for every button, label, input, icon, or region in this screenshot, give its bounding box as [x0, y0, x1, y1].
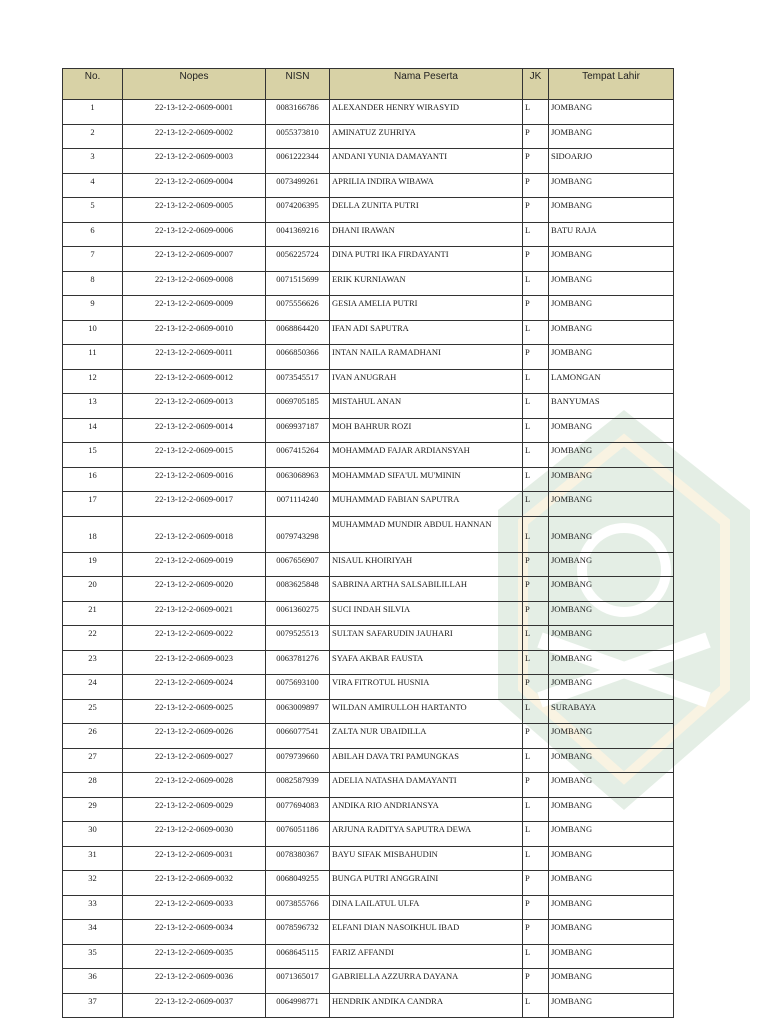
row-nopes-cell: 22-13-12-2-0609-0005	[123, 198, 266, 223]
row-place-cell: LAMONGAN	[549, 369, 674, 394]
row-name-cell: WILDAN AMIRULLOH HARTANTO	[330, 699, 523, 724]
row-nisn-cell: 0063781276	[266, 650, 330, 675]
row-name-cell: ERIK KURNIAWAN	[330, 271, 523, 296]
table-row	[63, 724, 674, 749]
row-nisn-cell: 0078380367	[266, 846, 330, 871]
row-nopes-cell: 22-13-12-2-0609-0007	[123, 247, 266, 272]
row-place-cell: JOMBANG	[549, 993, 674, 1018]
row-name-cell: BUNGA PUTRI ANGGRAINI	[330, 871, 523, 896]
row-place-cell: JOMBANG	[549, 247, 674, 272]
row-no-cell: 24	[63, 675, 123, 700]
row-name-cell: IFAN ADI SAPUTRA	[330, 320, 523, 345]
header-jk: JK	[523, 69, 549, 100]
header-nopes: Nopes	[123, 69, 266, 100]
row-no-cell: 32	[63, 871, 123, 896]
table-row	[63, 577, 674, 602]
row-nisn-cell: 0056225724	[266, 247, 330, 272]
row-jk-cell: L	[523, 797, 549, 822]
row-place-cell: JOMBANG	[549, 895, 674, 920]
row-jk-cell: P	[523, 247, 549, 272]
table-header-row	[63, 69, 674, 100]
row-nisn-cell: 0061360275	[266, 601, 330, 626]
row-place-cell: JOMBANG	[549, 822, 674, 847]
row-nopes-cell: 22-13-12-2-0609-0031	[123, 846, 266, 871]
row-jk-cell: L	[523, 650, 549, 675]
row-name-cell: MOHAMMAD FAJAR ARDIANSYAH	[330, 443, 523, 468]
row-jk-cell: L	[523, 443, 549, 468]
row-no-cell: 2	[63, 124, 123, 149]
row-nisn-cell: 0073499261	[266, 173, 330, 198]
row-nopes-cell: 22-13-12-2-0609-0018	[123, 516, 266, 552]
row-no-cell: 29	[63, 797, 123, 822]
row-nisn-cell: 0071114240	[266, 492, 330, 517]
row-nisn-cell: 0068864420	[266, 320, 330, 345]
table-row	[63, 247, 674, 272]
table-row	[63, 222, 674, 247]
row-nisn-cell: 0069705185	[266, 394, 330, 419]
table-row	[63, 699, 674, 724]
row-place-cell: SIDOARJO	[549, 149, 674, 174]
row-nopes-cell: 22-13-12-2-0609-0012	[123, 369, 266, 394]
participant-table	[62, 68, 674, 1018]
row-nisn-cell: 0041369216	[266, 222, 330, 247]
row-jk-cell: L	[523, 222, 549, 247]
row-nopes-cell: 22-13-12-2-0609-0006	[123, 222, 266, 247]
row-name-cell: MUHAMMAD FABIAN SAPUTRA	[330, 492, 523, 517]
row-place-cell: JOMBANG	[549, 492, 674, 517]
row-jk-cell: P	[523, 601, 549, 626]
row-name-cell: ANDIKA RIO ANDRIANSYA	[330, 797, 523, 822]
row-nopes-cell: 22-13-12-2-0609-0020	[123, 577, 266, 602]
row-name-cell: DHANI IRAWAN	[330, 222, 523, 247]
row-name-cell: ABILAH DAVA TRI PAMUNGKAS	[330, 748, 523, 773]
row-jk-cell: L	[523, 100, 549, 125]
row-place-cell: JOMBANG	[549, 124, 674, 149]
row-place-cell: JOMBANG	[549, 969, 674, 994]
row-jk-cell: L	[523, 626, 549, 651]
row-no-cell: 5	[63, 198, 123, 223]
row-nisn-cell: 0067656907	[266, 552, 330, 577]
row-place-cell: JOMBANG	[549, 100, 674, 125]
row-no-cell: 4	[63, 173, 123, 198]
row-jk-cell: L	[523, 699, 549, 724]
row-nisn-cell: 0071515699	[266, 271, 330, 296]
row-no-cell: 30	[63, 822, 123, 847]
table-row	[63, 797, 674, 822]
table-row	[63, 443, 674, 468]
row-jk-cell: P	[523, 345, 549, 370]
row-nisn-cell: 0063068963	[266, 467, 330, 492]
table-row	[63, 552, 674, 577]
table-row	[63, 516, 674, 552]
row-no-cell: 18	[63, 516, 123, 552]
table-row	[63, 944, 674, 969]
row-no-cell: 35	[63, 944, 123, 969]
row-nisn-cell: 0082587939	[266, 773, 330, 798]
row-jk-cell: P	[523, 724, 549, 749]
row-jk-cell: P	[523, 552, 549, 577]
header-tempat-lahir: Tempat Lahir	[549, 69, 674, 100]
row-jk-cell: L	[523, 369, 549, 394]
row-place-cell: JOMBANG	[549, 418, 674, 443]
header-nama-peserta: Nama Peserta	[330, 69, 523, 100]
row-nisn-cell: 0079739660	[266, 748, 330, 773]
row-place-cell: JOMBANG	[549, 516, 674, 552]
row-place-cell: SURABAYA	[549, 699, 674, 724]
row-no-cell: 37	[63, 993, 123, 1018]
row-name-cell: SYAFA AKBAR FAUSTA	[330, 650, 523, 675]
row-no-cell: 22	[63, 626, 123, 651]
table-row	[63, 675, 674, 700]
row-name-cell: ELFANI DIAN NASOIKHUL IBAD	[330, 920, 523, 945]
row-place-cell: JOMBANG	[549, 443, 674, 468]
row-name-cell: MISTAHUL ANAN	[330, 394, 523, 419]
row-nopes-cell: 22-13-12-2-0609-0003	[123, 149, 266, 174]
row-jk-cell: P	[523, 577, 549, 602]
row-nopes-cell: 22-13-12-2-0609-0001	[123, 100, 266, 125]
table-row	[63, 394, 674, 419]
row-place-cell: JOMBANG	[549, 320, 674, 345]
row-nisn-cell: 0083625848	[266, 577, 330, 602]
row-jk-cell: L	[523, 271, 549, 296]
row-nopes-cell: 22-13-12-2-0609-0015	[123, 443, 266, 468]
row-nopes-cell: 22-13-12-2-0609-0022	[123, 626, 266, 651]
row-nopes-cell: 22-13-12-2-0609-0037	[123, 993, 266, 1018]
row-no-cell: 17	[63, 492, 123, 517]
table-row	[63, 871, 674, 896]
table-row	[63, 345, 674, 370]
row-nisn-cell: 0077694083	[266, 797, 330, 822]
row-name-cell: ANDANI YUNIA DAMAYANTI	[330, 149, 523, 174]
row-name-cell: NISAUL KHOIRIYAH	[330, 552, 523, 577]
row-nopes-cell: 22-13-12-2-0609-0036	[123, 969, 266, 994]
row-place-cell: JOMBANG	[549, 198, 674, 223]
row-no-cell: 16	[63, 467, 123, 492]
row-no-cell: 12	[63, 369, 123, 394]
row-no-cell: 21	[63, 601, 123, 626]
table-row	[63, 198, 674, 223]
row-nisn-cell: 0068645115	[266, 944, 330, 969]
row-nopes-cell: 22-13-12-2-0609-0009	[123, 296, 266, 321]
row-name-cell: HENDRIK ANDIKA CANDRA	[330, 993, 523, 1018]
row-nopes-cell: 22-13-12-2-0609-0033	[123, 895, 266, 920]
table-row	[63, 492, 674, 517]
row-nopes-cell: 22-13-12-2-0609-0032	[123, 871, 266, 896]
table-row	[63, 369, 674, 394]
table-row	[63, 969, 674, 994]
header-no: No.	[63, 69, 123, 100]
row-name-cell: MUHAMMAD MUNDIR ABDUL HANNAN	[330, 516, 523, 552]
row-no-cell: 11	[63, 345, 123, 370]
table-row	[63, 748, 674, 773]
row-no-cell: 31	[63, 846, 123, 871]
row-nopes-cell: 22-13-12-2-0609-0030	[123, 822, 266, 847]
row-nopes-cell: 22-13-12-2-0609-0013	[123, 394, 266, 419]
row-place-cell: BATU RAJA	[549, 222, 674, 247]
row-no-cell: 34	[63, 920, 123, 945]
row-nopes-cell: 22-13-12-2-0609-0008	[123, 271, 266, 296]
row-name-cell: GESIA AMELIA PUTRI	[330, 296, 523, 321]
row-nisn-cell: 0073855766	[266, 895, 330, 920]
table-row	[63, 601, 674, 626]
table-row	[63, 650, 674, 675]
row-place-cell: BANYUMAS	[549, 394, 674, 419]
row-name-cell: APRILIA INDIRA WIBAWA	[330, 173, 523, 198]
row-place-cell: JOMBANG	[549, 271, 674, 296]
row-place-cell: JOMBANG	[549, 173, 674, 198]
row-name-cell: MOH BAHRUR ROZI	[330, 418, 523, 443]
row-nisn-cell: 0061222344	[266, 149, 330, 174]
row-place-cell: JOMBANG	[549, 467, 674, 492]
table-row	[63, 626, 674, 651]
row-no-cell: 19	[63, 552, 123, 577]
row-no-cell: 15	[63, 443, 123, 468]
row-jk-cell: L	[523, 846, 549, 871]
row-no-cell: 23	[63, 650, 123, 675]
row-nisn-cell: 0067415264	[266, 443, 330, 468]
row-name-cell: DELLA ZUNITA PUTRI	[330, 198, 523, 223]
row-no-cell: 36	[63, 969, 123, 994]
table-row	[63, 418, 674, 443]
row-nisn-cell: 0055373810	[266, 124, 330, 149]
row-place-cell: JOMBANG	[549, 773, 674, 798]
header-nisn: NISN	[266, 69, 330, 100]
row-no-cell: 25	[63, 699, 123, 724]
row-nopes-cell: 22-13-12-2-0609-0002	[123, 124, 266, 149]
row-nopes-cell: 22-13-12-2-0609-0017	[123, 492, 266, 517]
row-name-cell: VIRA FITROTUL HUSNIA	[330, 675, 523, 700]
row-name-cell: SABRINA ARTHA SALSABILILLAH	[330, 577, 523, 602]
row-name-cell: ALEXANDER HENRY WIRASYID	[330, 100, 523, 125]
row-place-cell: JOMBANG	[549, 846, 674, 871]
row-nisn-cell: 0074206395	[266, 198, 330, 223]
row-place-cell: JOMBANG	[549, 748, 674, 773]
row-jk-cell: L	[523, 418, 549, 443]
row-jk-cell: L	[523, 492, 549, 517]
row-no-cell: 14	[63, 418, 123, 443]
row-name-cell: ZALTA NUR UBAIDILLA	[330, 724, 523, 749]
row-nopes-cell: 22-13-12-2-0609-0023	[123, 650, 266, 675]
row-jk-cell: P	[523, 124, 549, 149]
row-nisn-cell: 0063009897	[266, 699, 330, 724]
row-name-cell: SUCI INDAH SILVIA	[330, 601, 523, 626]
row-jk-cell: P	[523, 149, 549, 174]
row-name-cell: DINA LAILATUL ULFA	[330, 895, 523, 920]
row-nisn-cell: 0073545517	[266, 369, 330, 394]
table-row	[63, 822, 674, 847]
row-place-cell: JOMBANG	[549, 296, 674, 321]
row-place-cell: JOMBANG	[549, 650, 674, 675]
row-name-cell: BAYU SIFAK MISBAHUDIN	[330, 846, 523, 871]
table-row	[63, 920, 674, 945]
row-nopes-cell: 22-13-12-2-0609-0019	[123, 552, 266, 577]
row-nopes-cell: 22-13-12-2-0609-0021	[123, 601, 266, 626]
row-jk-cell: L	[523, 516, 549, 552]
row-name-cell: FARIZ AFFANDI	[330, 944, 523, 969]
row-jk-cell: P	[523, 173, 549, 198]
row-nisn-cell: 0064998771	[266, 993, 330, 1018]
row-name-cell: INTAN NAILA RAMADHANI	[330, 345, 523, 370]
row-nopes-cell: 22-13-12-2-0609-0034	[123, 920, 266, 945]
table-row	[63, 271, 674, 296]
row-name-cell: MOHAMMAD SIFA'UL MU'MININ	[330, 467, 523, 492]
table-row	[63, 773, 674, 798]
row-nisn-cell: 0083166786	[266, 100, 330, 125]
row-nopes-cell: 22-13-12-2-0609-0026	[123, 724, 266, 749]
row-nisn-cell: 0069937187	[266, 418, 330, 443]
row-name-cell: IVAN ANUGRAH	[330, 369, 523, 394]
row-no-cell: 10	[63, 320, 123, 345]
row-nopes-cell: 22-13-12-2-0609-0024	[123, 675, 266, 700]
row-nopes-cell: 22-13-12-2-0609-0025	[123, 699, 266, 724]
row-jk-cell: L	[523, 394, 549, 419]
row-jk-cell: P	[523, 675, 549, 700]
row-no-cell: 26	[63, 724, 123, 749]
row-no-cell: 33	[63, 895, 123, 920]
table-row	[63, 124, 674, 149]
row-nisn-cell: 0068049255	[266, 871, 330, 896]
row-place-cell: JOMBANG	[549, 724, 674, 749]
row-nopes-cell: 22-13-12-2-0609-0010	[123, 320, 266, 345]
row-jk-cell: P	[523, 895, 549, 920]
row-nopes-cell: 22-13-12-2-0609-0004	[123, 173, 266, 198]
table-row	[63, 467, 674, 492]
row-jk-cell: L	[523, 467, 549, 492]
row-nisn-cell: 0075556626	[266, 296, 330, 321]
row-name-cell: ADELIA NATASHA DAMAYANTI	[330, 773, 523, 798]
row-jk-cell: P	[523, 198, 549, 223]
row-nopes-cell: 22-13-12-2-0609-0011	[123, 345, 266, 370]
row-jk-cell: P	[523, 296, 549, 321]
row-name-cell: ARJUNA RADITYA SAPUTRA DEWA	[330, 822, 523, 847]
table-row	[63, 296, 674, 321]
row-no-cell: 27	[63, 748, 123, 773]
table-row	[63, 149, 674, 174]
row-jk-cell: L	[523, 320, 549, 345]
row-no-cell: 6	[63, 222, 123, 247]
row-jk-cell: P	[523, 871, 549, 896]
row-nopes-cell: 22-13-12-2-0609-0027	[123, 748, 266, 773]
row-no-cell: 13	[63, 394, 123, 419]
row-nisn-cell: 0079743298	[266, 516, 330, 552]
table-row	[63, 320, 674, 345]
row-no-cell: 28	[63, 773, 123, 798]
row-nopes-cell: 22-13-12-2-0609-0016	[123, 467, 266, 492]
row-place-cell: JOMBANG	[549, 552, 674, 577]
row-jk-cell: P	[523, 773, 549, 798]
table-row	[63, 846, 674, 871]
row-place-cell: JOMBANG	[549, 577, 674, 602]
row-nisn-cell: 0079525513	[266, 626, 330, 651]
table-row	[63, 993, 674, 1018]
row-place-cell: JOMBANG	[549, 797, 674, 822]
row-name-cell: SULTAN SAFARUDIN JAUHARI	[330, 626, 523, 651]
row-place-cell: JOMBANG	[549, 871, 674, 896]
row-nopes-cell: 22-13-12-2-0609-0035	[123, 944, 266, 969]
row-place-cell: JOMBANG	[549, 675, 674, 700]
row-name-cell: DINA PUTRI IKA FIRDAYANTI	[330, 247, 523, 272]
row-jk-cell: L	[523, 944, 549, 969]
row-nisn-cell: 0066077541	[266, 724, 330, 749]
table-row	[63, 173, 674, 198]
row-jk-cell: P	[523, 920, 549, 945]
row-place-cell: JOMBANG	[549, 345, 674, 370]
row-name-cell: AMINATUZ ZUHRIYA	[330, 124, 523, 149]
table-body	[63, 100, 674, 1018]
row-no-cell: 20	[63, 577, 123, 602]
row-no-cell: 9	[63, 296, 123, 321]
row-jk-cell: L	[523, 993, 549, 1018]
row-jk-cell: L	[523, 822, 549, 847]
row-nisn-cell: 0078596732	[266, 920, 330, 945]
row-jk-cell: L	[523, 748, 549, 773]
row-nisn-cell: 0076051186	[266, 822, 330, 847]
table-row	[63, 895, 674, 920]
row-nopes-cell: 22-13-12-2-0609-0029	[123, 797, 266, 822]
row-nopes-cell: 22-13-12-2-0609-0014	[123, 418, 266, 443]
row-name-cell: GABRIELLA AZZURRA DAYANA	[330, 969, 523, 994]
row-nisn-cell: 0071365017	[266, 969, 330, 994]
row-jk-cell: P	[523, 969, 549, 994]
row-no-cell: 1	[63, 100, 123, 125]
row-nopes-cell: 22-13-12-2-0609-0028	[123, 773, 266, 798]
row-nisn-cell: 0066850366	[266, 345, 330, 370]
row-nisn-cell: 0075693100	[266, 675, 330, 700]
row-no-cell: 3	[63, 149, 123, 174]
row-place-cell: JOMBANG	[549, 601, 674, 626]
row-place-cell: JOMBANG	[549, 920, 674, 945]
row-place-cell: JOMBANG	[549, 626, 674, 651]
row-no-cell: 8	[63, 271, 123, 296]
row-no-cell: 7	[63, 247, 123, 272]
row-place-cell: JOMBANG	[549, 944, 674, 969]
table-row	[63, 100, 674, 125]
